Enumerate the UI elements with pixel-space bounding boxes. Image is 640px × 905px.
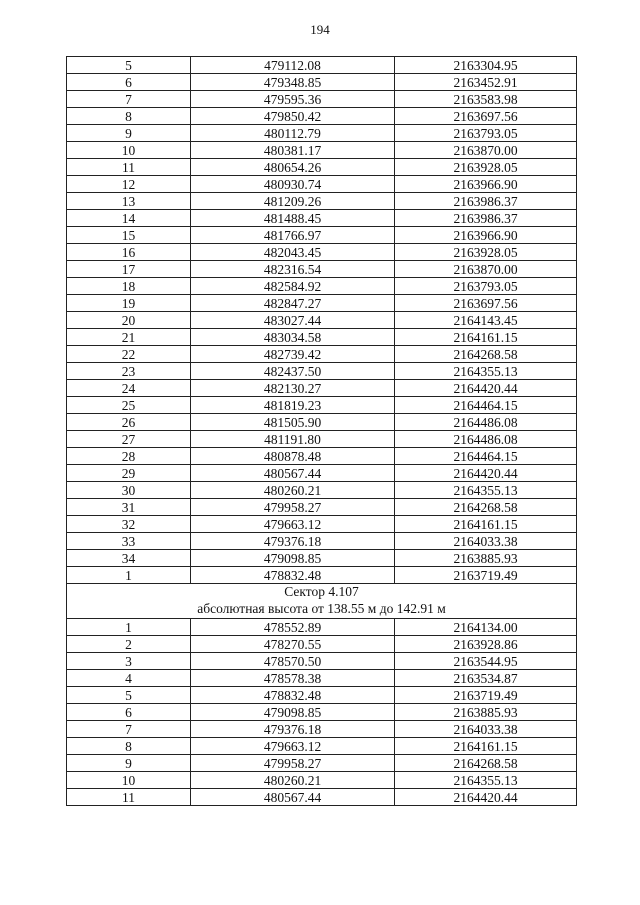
table-row xyxy=(67,363,577,380)
table-row xyxy=(67,176,577,193)
point-number-cell: 19 xyxy=(67,295,191,312)
table-row xyxy=(67,465,577,482)
table-row xyxy=(67,755,577,772)
y-coordinate-cell: 2164268.58 xyxy=(395,755,577,772)
table-row xyxy=(67,159,577,176)
point-number-cell: 30 xyxy=(67,482,191,499)
point-number-cell: 11 xyxy=(67,159,191,176)
x-coordinate-cell: 479595.36 xyxy=(191,91,395,108)
table-row xyxy=(67,91,577,108)
x-coordinate-cell: 479958.27 xyxy=(191,755,395,772)
point-number-cell: 2 xyxy=(67,636,191,653)
point-number-cell: 18 xyxy=(67,278,191,295)
y-coordinate-cell: 2164355.13 xyxy=(395,482,577,499)
x-coordinate-cell: 479958.27 xyxy=(191,499,395,516)
table-row xyxy=(67,312,577,329)
table-row xyxy=(67,108,577,125)
y-coordinate-cell: 2163719.49 xyxy=(395,687,577,704)
y-coordinate-cell: 2163697.56 xyxy=(395,108,577,125)
y-coordinate-cell: 2163304.95 xyxy=(395,57,577,74)
point-number-cell: 5 xyxy=(67,687,191,704)
table-row xyxy=(67,397,577,414)
point-number-cell: 26 xyxy=(67,414,191,431)
x-coordinate-cell: 480930.74 xyxy=(191,176,395,193)
table-row xyxy=(67,670,577,687)
x-coordinate-cell: 479376.18 xyxy=(191,721,395,738)
x-coordinate-cell: 480878.48 xyxy=(191,448,395,465)
y-coordinate-cell: 2164161.15 xyxy=(395,738,577,755)
y-coordinate-cell: 2163928.86 xyxy=(395,636,577,653)
point-number-cell: 34 xyxy=(67,550,191,567)
y-coordinate-cell: 2164161.15 xyxy=(395,516,577,533)
point-number-cell: 21 xyxy=(67,329,191,346)
table-row xyxy=(67,414,577,431)
point-number-cell: 23 xyxy=(67,363,191,380)
table-row xyxy=(67,380,577,397)
table-row xyxy=(67,789,577,806)
y-coordinate-cell: 2163697.56 xyxy=(395,295,577,312)
y-coordinate-cell: 2164143.45 xyxy=(395,312,577,329)
point-number-cell: 22 xyxy=(67,346,191,363)
x-coordinate-cell: 479112.08 xyxy=(191,57,395,74)
table-row xyxy=(67,210,577,227)
x-coordinate-cell: 478552.89 xyxy=(191,619,395,636)
table-row xyxy=(67,721,577,738)
table-row xyxy=(67,499,577,516)
y-coordinate-cell: 2163885.93 xyxy=(395,550,577,567)
table-row xyxy=(67,125,577,142)
point-number-cell: 1 xyxy=(67,567,191,584)
table-row xyxy=(67,227,577,244)
table-row xyxy=(67,346,577,363)
x-coordinate-cell: 478832.48 xyxy=(191,687,395,704)
x-coordinate-cell: 482043.45 xyxy=(191,244,395,261)
x-coordinate-cell: 482437.50 xyxy=(191,363,395,380)
x-coordinate-cell: 480381.17 xyxy=(191,142,395,159)
y-coordinate-cell: 2164486.08 xyxy=(395,431,577,448)
point-number-cell: 28 xyxy=(67,448,191,465)
coordinates-part-2 xyxy=(67,619,577,806)
coordinates-table xyxy=(66,56,577,806)
y-coordinate-cell: 2164161.15 xyxy=(395,329,577,346)
sector-header-row xyxy=(67,584,577,619)
point-number-cell: 20 xyxy=(67,312,191,329)
table-row xyxy=(67,567,577,584)
x-coordinate-cell: 480260.21 xyxy=(191,772,395,789)
point-number-cell: 1 xyxy=(67,619,191,636)
x-coordinate-cell: 483027.44 xyxy=(191,312,395,329)
point-number-cell: 5 xyxy=(67,57,191,74)
x-coordinate-cell: 479098.85 xyxy=(191,704,395,721)
table-row xyxy=(67,244,577,261)
table-row xyxy=(67,636,577,653)
y-coordinate-cell: 2163928.05 xyxy=(395,159,577,176)
y-coordinate-cell: 2163986.37 xyxy=(395,210,577,227)
coordinates-part-1 xyxy=(67,57,577,584)
y-coordinate-cell: 2164033.38 xyxy=(395,721,577,738)
point-number-cell: 27 xyxy=(67,431,191,448)
table-row xyxy=(67,142,577,159)
y-coordinate-cell: 2164464.15 xyxy=(395,397,577,414)
table-row xyxy=(67,533,577,550)
point-number-cell: 7 xyxy=(67,91,191,108)
point-number-cell: 10 xyxy=(67,772,191,789)
x-coordinate-cell: 480112.79 xyxy=(191,125,395,142)
x-coordinate-cell: 480567.44 xyxy=(191,789,395,806)
y-coordinate-cell: 2164420.44 xyxy=(395,789,577,806)
table-row xyxy=(67,448,577,465)
x-coordinate-cell: 483034.58 xyxy=(191,329,395,346)
sector-subtitle: абсолютная высота от 138.55 м до 142.91 м xyxy=(197,601,446,616)
x-coordinate-cell: 478570.50 xyxy=(191,653,395,670)
point-number-cell: 12 xyxy=(67,176,191,193)
y-coordinate-cell: 2163793.05 xyxy=(395,125,577,142)
x-coordinate-cell: 481505.90 xyxy=(191,414,395,431)
point-number-cell: 29 xyxy=(67,465,191,482)
table-row xyxy=(67,516,577,533)
x-coordinate-cell: 481819.23 xyxy=(191,397,395,414)
table-row xyxy=(67,295,577,312)
table-row xyxy=(67,738,577,755)
x-coordinate-cell: 479376.18 xyxy=(191,533,395,550)
table-row xyxy=(67,278,577,295)
table-row xyxy=(67,74,577,91)
x-coordinate-cell: 481191.80 xyxy=(191,431,395,448)
table-row xyxy=(67,193,577,210)
x-coordinate-cell: 479348.85 xyxy=(191,74,395,91)
table-row xyxy=(67,57,577,74)
x-coordinate-cell: 479663.12 xyxy=(191,516,395,533)
x-coordinate-cell: 482130.27 xyxy=(191,380,395,397)
table-row xyxy=(67,653,577,670)
x-coordinate-cell: 478832.48 xyxy=(191,567,395,584)
x-coordinate-cell: 482739.42 xyxy=(191,346,395,363)
table-row xyxy=(67,687,577,704)
table-row xyxy=(67,704,577,721)
y-coordinate-cell: 2163986.37 xyxy=(395,193,577,210)
point-number-cell: 8 xyxy=(67,738,191,755)
point-number-cell: 9 xyxy=(67,755,191,772)
table-row xyxy=(67,329,577,346)
table-row xyxy=(67,261,577,278)
table-row xyxy=(67,482,577,499)
y-coordinate-cell: 2163719.49 xyxy=(395,567,577,584)
point-number-cell: 33 xyxy=(67,533,191,550)
y-coordinate-cell: 2164420.44 xyxy=(395,465,577,482)
y-coordinate-cell: 2163452.91 xyxy=(395,74,577,91)
y-coordinate-cell: 2163793.05 xyxy=(395,278,577,295)
point-number-cell: 10 xyxy=(67,142,191,159)
point-number-cell: 8 xyxy=(67,108,191,125)
sector-header-cell xyxy=(67,584,577,619)
point-number-cell: 32 xyxy=(67,516,191,533)
x-coordinate-cell: 482847.27 xyxy=(191,295,395,312)
y-coordinate-cell: 2163544.95 xyxy=(395,653,577,670)
x-coordinate-cell: 479850.42 xyxy=(191,108,395,125)
x-coordinate-cell: 479663.12 xyxy=(191,738,395,755)
point-number-cell: 3 xyxy=(67,653,191,670)
y-coordinate-cell: 2163583.98 xyxy=(395,91,577,108)
x-coordinate-cell: 478578.38 xyxy=(191,670,395,687)
y-coordinate-cell: 2163870.00 xyxy=(395,261,577,278)
x-coordinate-cell: 480654.26 xyxy=(191,159,395,176)
table-row xyxy=(67,550,577,567)
point-number-cell: 4 xyxy=(67,670,191,687)
y-coordinate-cell: 2164486.08 xyxy=(395,414,577,431)
x-coordinate-cell: 479098.85 xyxy=(191,550,395,567)
y-coordinate-cell: 2164355.13 xyxy=(395,772,577,789)
y-coordinate-cell: 2164464.15 xyxy=(395,448,577,465)
point-number-cell: 16 xyxy=(67,244,191,261)
y-coordinate-cell: 2164355.13 xyxy=(395,363,577,380)
y-coordinate-cell: 2164268.58 xyxy=(395,499,577,516)
x-coordinate-cell: 481488.45 xyxy=(191,210,395,227)
point-number-cell: 14 xyxy=(67,210,191,227)
y-coordinate-cell: 2163928.05 xyxy=(395,244,577,261)
point-number-cell: 6 xyxy=(67,704,191,721)
y-coordinate-cell: 2164420.44 xyxy=(395,380,577,397)
y-coordinate-cell: 2163966.90 xyxy=(395,227,577,244)
point-number-cell: 9 xyxy=(67,125,191,142)
point-number-cell: 6 xyxy=(67,74,191,91)
point-number-cell: 11 xyxy=(67,789,191,806)
y-coordinate-cell: 2164268.58 xyxy=(395,346,577,363)
point-number-cell: 31 xyxy=(67,499,191,516)
point-number-cell: 24 xyxy=(67,380,191,397)
x-coordinate-cell: 480260.21 xyxy=(191,482,395,499)
sector-header-group xyxy=(67,584,577,619)
x-coordinate-cell: 481209.26 xyxy=(191,193,395,210)
sector-title: Сектор 4.107 xyxy=(284,584,359,599)
table-row xyxy=(67,772,577,789)
x-coordinate-cell: 480567.44 xyxy=(191,465,395,482)
y-coordinate-cell: 2163885.93 xyxy=(395,704,577,721)
point-number-cell: 15 xyxy=(67,227,191,244)
y-coordinate-cell: 2163966.90 xyxy=(395,176,577,193)
table-row xyxy=(67,431,577,448)
x-coordinate-cell: 482584.92 xyxy=(191,278,395,295)
point-number-cell: 17 xyxy=(67,261,191,278)
point-number-cell: 13 xyxy=(67,193,191,210)
x-coordinate-cell: 482316.54 xyxy=(191,261,395,278)
y-coordinate-cell: 2163534.87 xyxy=(395,670,577,687)
y-coordinate-cell: 2163870.00 xyxy=(395,142,577,159)
point-number-cell: 25 xyxy=(67,397,191,414)
x-coordinate-cell: 478270.55 xyxy=(191,636,395,653)
table-row xyxy=(67,619,577,636)
y-coordinate-cell: 2164134.00 xyxy=(395,619,577,636)
y-coordinate-cell: 2164033.38 xyxy=(395,533,577,550)
page-number: 194 xyxy=(310,22,330,37)
x-coordinate-cell: 481766.97 xyxy=(191,227,395,244)
point-number-cell: 7 xyxy=(67,721,191,738)
